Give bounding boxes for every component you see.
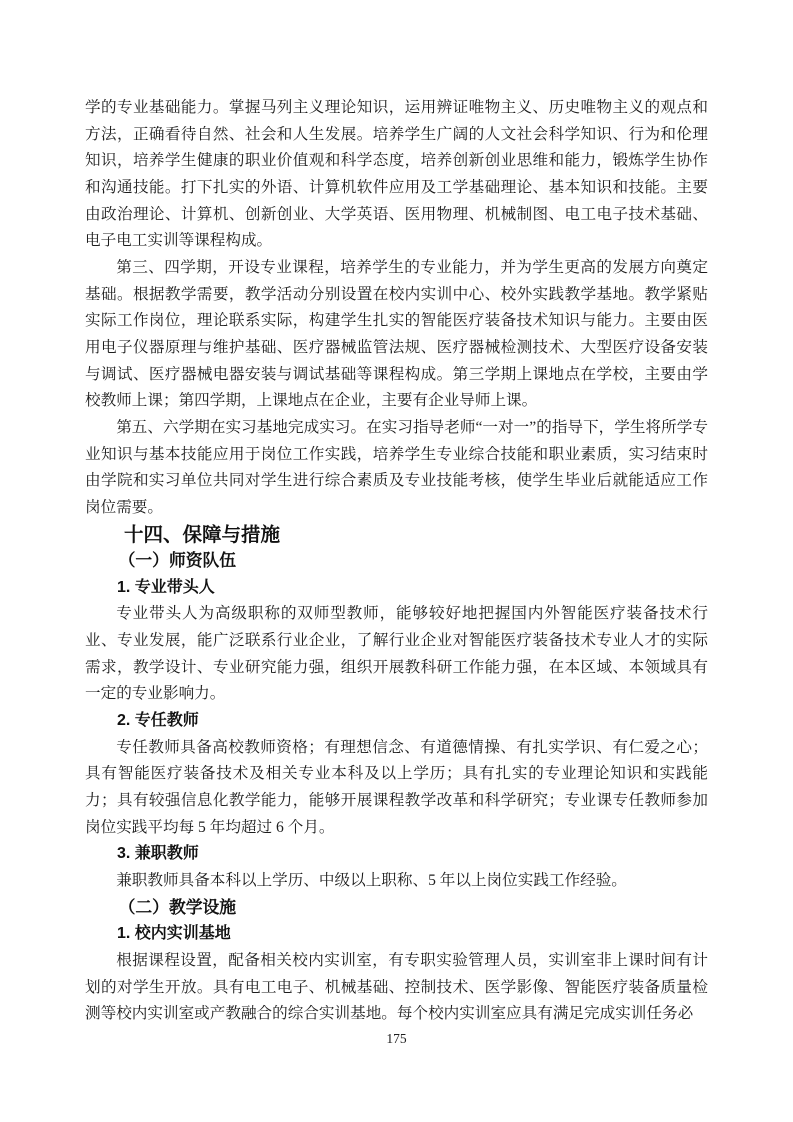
paragraph-semesters-3-4: 第三、四学期，开设专业课程，培养学生的专业能力，并为学生更高的发展方向奠定基础。根据教学需要，教学活动分别设置在校内实训中心、校外实践教学基地。教学紧贴实际工作岗位，理论联系实际，构建学生扎实的智能医疗装备技术知识与能力。主要由医用电子仪器原理与维护基础、医疗器械监管法规、医疗器械检测技术、大型医疗设备安装与调试、医疗器械电器安装与调试基础等课程构成。第三学期上课地点在学校，主要由学校教师上课；第四学期，上课地点在企业，主要有企业导师上课。 [85,258,708,410]
page-number: 175 [386,1031,407,1046]
paragraph-intro-continued: 学的专业基础能力。掌握马列主义理论知识，运用辨证唯物主义、历史唯物主义的观点和方法，正确看待自然、社会和人生发展。培养学生广阔的人文社会科学知识、行为和伦理知识，培养学生健康的职业价值观和科学态度，培养创新创业思维和能力，锻炼学生协作和沟通技能。打下扎实的外语、计算机软件应用及工学基础理论、基本知识和技能。主要由政治理论、计算机、创新创业、大学英语、医用物理、机械制图、电工电子技术基础、电子电工实训等课程构成。 [85,99,708,250]
heading-parttime-teachers: 3. 兼职教师 [117,845,199,863]
heading-section-14-safeguards: 十四、保障与措施 [124,523,281,546]
paragraph-campus-training-base: 根据课程设置，配备相关校内实训室，有专职实验管理人员，实训室非上课时间有计划的对学生开放。具有电工电子、机械基础、控制技术、医学影像、智能医疗装备质量检测等校内实训室或产教融合的综合实训基地。每个校内实训室应具有满足完成实训任务必 [85,952,708,1023]
heading-program-leader: 1. 专业带头人 [117,578,215,596]
heading-campus-training-base: 1. 校内实训基地 [117,925,231,943]
heading-teaching-facilities: （二）教学设施 [118,897,237,917]
heading-fulltime-teachers: 2. 专任教师 [117,712,199,730]
paragraph-program-leader: 专业带头人为高级职称的双师型教师，能够较好地把握国内外智能医疗装备技术行业、专业发展，能广泛联系行业企业，了解行业企业对智能医疗装备技术专业人才的实际需求，教学设计、专业研究能力强，组织开展教科研工作能力强，在本区域、本领域具有一定的专业影响力。 [85,605,708,703]
paragraph-parttime-teachers: 兼职教师具备本科以上学历、中级以上职称、5 年以上岗位实践工作经验。 [116,872,627,890]
heading-faculty-team: （一）师资队伍 [118,551,237,571]
paragraph-semesters-5-6: 第五、六学期在实习基地完成实习。在实习指导老师“一对一”的指导下，学生将所学专业知识与基本技能应用于岗位工作实践，培养学生专业综合技能和职业素质，实习结束时由学院和实习单位共同对学生进行综合素质及专业技能考核，使学生毕业后就能适应工作岗位需要。 [85,418,708,516]
document-content [85,95,708,1028]
paragraph-fulltime-teachers: 专任教师具备高校教师资格；有理想信念、有道德情操、有扎实学识、有仁爱之心；具有智能医疗装备技术及相关专业本科及以上学历；具有扎实的专业理论知识和实践能力；具有较强信息化教学能力，能够开展课程教学改革和科学研究；专业课专任教师参加岗位实践平均每 5 年均超过 6 个月。 [85,738,708,836]
